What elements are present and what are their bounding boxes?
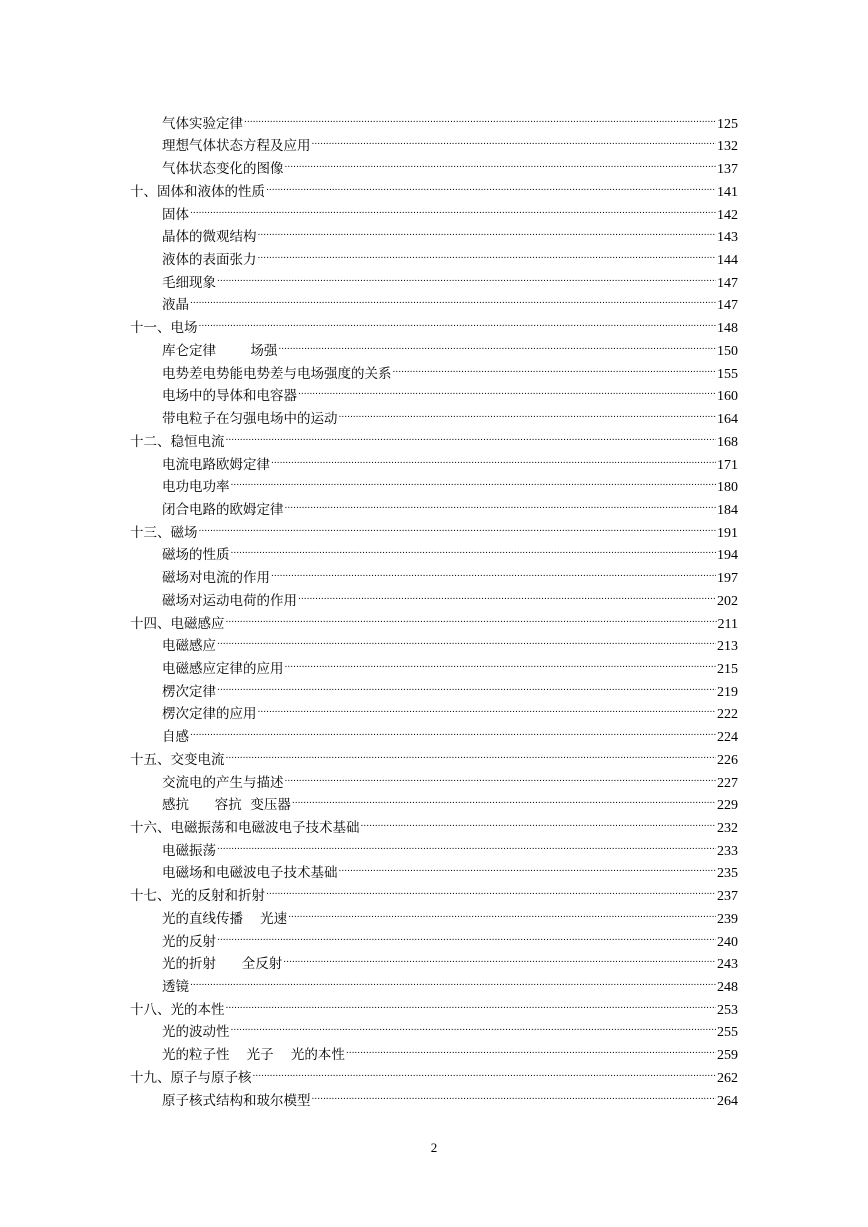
toc-entry-title: 电磁场和电磁波电子技术基础 [162,865,338,882]
toc-entry-title: 光的折射 全反射 [162,956,283,973]
dot-leader [190,968,716,991]
toc-entry-page-number: 155 [717,366,738,382]
toc-section-entry[interactable] [130,855,738,882]
toc-entry-title: 晶体的微观结构 [162,229,257,246]
toc-entry-title: 电势差电势能电势差与电场强度的关系 [162,365,392,382]
toc-chapter-entry[interactable] [130,309,738,337]
dot-leader [283,946,716,969]
toc-entry-title: 十六、电磁振荡和电磁波电子技术基础 [130,820,360,836]
toc-entry-page-number: 148 [717,321,738,337]
dot-leader [271,559,716,582]
dot-leader [278,332,716,355]
dot-leader [266,173,716,196]
toc-entry-page-number: 168 [717,434,738,450]
toc-entry-page-number: 235 [717,866,738,882]
toc-entry-title: 光的反射 [162,933,216,950]
toc-entry-page-number: 197 [717,571,738,587]
dot-leader [258,696,717,719]
dot-leader [298,378,716,401]
toc-section-entry[interactable] [130,946,738,973]
toc-entry-page-number: 253 [717,1002,738,1018]
toc-entry-title: 磁场对电流的作用 [162,570,270,587]
toc-entry-title: 十四、电磁感应 [130,615,225,632]
toc-entry-page-number: 264 [717,1093,738,1109]
toc-entry-page-number: 243 [717,957,738,973]
toc-entry-page-number: 262 [717,1070,738,1086]
toc-entry-page-number: 142 [717,207,738,223]
toc-entry-title: 气体实验定律 [162,115,243,132]
dot-leader [217,832,716,855]
toc-entry-title: 固体 [162,206,189,223]
dot-leader [226,991,717,1014]
toc-entry-title: 电磁振荡 [162,842,216,859]
toc-section-entry[interactable] [130,673,738,700]
dot-leader [217,923,716,946]
dot-leader [226,741,717,764]
toc-section-entry[interactable] [130,696,738,723]
toc-entry-page-number: 232 [717,821,738,836]
dot-leader [199,309,717,332]
page-number: 2 [430,1140,438,1155]
toc-entry-title: 原子核式结构和玻尔模型 [162,1092,311,1109]
dot-leader [266,877,716,900]
toc-entry-page-number: 194 [717,548,738,564]
dot-leader [231,1014,717,1037]
toc-entry-title: 电场中的导体和电容器 [162,388,297,405]
toc-entry-page-number: 132 [717,139,738,155]
toc-entry-title: 电磁感应 [162,638,216,655]
dot-leader [258,219,717,242]
toc-entry-page-number: 226 [717,752,738,768]
toc-entry-page-number: 222 [717,707,738,723]
dot-leader [312,128,717,151]
toc-section-entry[interactable] [130,968,738,996]
toc-entry-title: 透镜 [162,979,189,996]
dot-leader [226,605,717,628]
toc-entry-page-number: 229 [717,798,738,814]
toc-entry-page-number: 233 [717,843,738,859]
toc-entry-page-number: 180 [717,480,738,496]
dot-leader [217,673,716,696]
toc-entry-page-number: 211 [717,616,738,632]
toc-entry-page-number: 147 [717,275,738,291]
toc-entry-page-number: 239 [717,911,738,927]
toc-section-entry[interactable] [130,923,738,950]
toc-entry-title: 电功电功率 [162,479,230,496]
toc-entry-page-number: 184 [717,502,738,518]
toc-entry-page-number: 144 [717,253,738,269]
toc-entry-page-number: 255 [717,1025,738,1041]
dot-leader [231,469,717,492]
toc-entry-page-number: 191 [717,525,738,541]
toc-entry-page-number: 237 [717,889,738,905]
toc-entry-title: 十八、光的本性 [130,1001,225,1018]
toc-entry-title: 楞次定律 [162,683,216,700]
dot-leader [271,446,716,469]
toc-entry-title: 十七、光的反射和折射 [130,888,265,905]
dot-leader [253,1059,717,1082]
toc-entry-title: 十、固体和液体的性质 [130,183,265,200]
toc-entry-title: 液晶 [162,297,189,314]
toc-entry-title: 自感 [162,729,189,746]
toc-entry-page-number: 147 [717,298,738,314]
toc-entry-title: 楞次定律的应用 [162,706,257,723]
toc-entry-page-number: 143 [717,230,738,246]
dot-leader [298,582,716,605]
toc-entry-page-number: 219 [717,684,738,700]
dot-leader [361,809,717,832]
toc-section-entry[interactable] [130,105,738,132]
dot-leader [258,241,717,264]
toc-section-entry[interactable] [130,264,738,291]
toc-entry-title: 闭合电路的欧姆定律 [162,501,284,518]
toc-section-entry[interactable] [130,196,738,223]
toc-entry-title: 电流电路欧姆定律 [162,456,270,473]
toc-chapter-entry[interactable] [130,741,738,768]
dot-leader [217,628,716,651]
dot-leader [292,787,716,810]
dot-leader [190,287,716,310]
table-of-contents [130,105,738,1109]
toc-chapter-entry[interactable] [130,514,738,541]
toc-entry-page-number: 215 [717,661,738,677]
dot-leader [285,491,717,514]
dot-leader [393,355,717,378]
toc-entry-page-number: 213 [717,639,738,655]
toc-entry-title: 十二、稳恒电流 [130,433,225,450]
toc-entry-page-number: 137 [717,162,738,178]
dot-leader [217,264,716,287]
toc-entry-page-number: 141 [717,184,738,200]
dot-leader [346,1036,716,1059]
dot-leader [231,537,717,560]
toc-entry-title: 库仑定律 场强 [162,342,278,359]
dot-leader [288,900,716,923]
dot-leader [339,855,717,878]
toc-entry-title: 理想气体状态方程及应用 [162,138,311,155]
toc-entry-title: 十一、电场 [130,320,198,337]
toc-entry-title: 磁场对运动电荷的作用 [162,592,297,609]
toc-entry-page-number: 171 [717,457,738,473]
toc-section-entry[interactable] [130,832,738,859]
dot-leader [244,105,716,128]
toc-section-entry[interactable] [130,219,738,246]
toc-entry-page-number: 202 [717,593,738,609]
toc-entry-title: 感抗 容抗 变压器 [162,797,291,814]
toc-section-entry[interactable] [130,718,738,746]
toc-section-entry[interactable] [130,650,738,677]
toc-section-entry[interactable] [130,537,738,564]
toc-entry-title: 光的粒子性 光子 光的本性 [162,1047,345,1064]
dot-leader [226,423,717,446]
toc-entry-title: 磁场的性质 [162,547,230,564]
toc-entry-title: 气体状态变化的图像 [162,161,284,178]
toc-entry-title: 交流电的产生与描述 [162,774,284,791]
toc-entry-title: 十九、原子与原子核 [130,1069,252,1086]
toc-entry-title: 十五、交变电流 [130,751,225,768]
toc-entry-page-number: 150 [717,343,738,359]
toc-entry-page-number: 240 [717,934,738,950]
toc-entry-page-number: 227 [717,775,738,791]
toc-section-entry[interactable] [130,287,738,314]
dot-leader [285,650,717,673]
toc-chapter-entry[interactable] [130,991,738,1018]
dot-leader [312,1082,717,1105]
toc-entry-page-number: 259 [717,1048,738,1064]
toc-entry-title: 带电粒子在匀强电场中的运动 [162,411,338,428]
toc-entry-title: 毛细现象 [162,274,216,291]
toc-entry-page-number: 224 [717,730,738,746]
dot-leader [190,196,716,219]
dot-leader [199,514,717,537]
toc-entry-title: 光的波动性 [162,1024,230,1041]
toc-section-entry[interactable] [130,332,738,359]
toc-entry-page-number: 160 [717,389,738,405]
dot-leader [190,718,716,741]
dot-leader [285,764,717,787]
toc-entry-page-number: 248 [717,980,738,996]
dot-leader [285,150,717,173]
toc-entry-title: 光的直线传播 光速 [162,910,288,927]
toc-entry-title: 液体的表面张力 [162,252,257,269]
dot-leader [339,400,717,423]
toc-entry-title: 电磁感应定律的应用 [162,660,284,677]
toc-entry-title: 十三、磁场 [130,524,198,541]
toc-entry-page-number: 125 [717,116,738,132]
toc-entry-page-number: 164 [717,412,738,428]
toc-section-entry[interactable] [130,628,738,655]
